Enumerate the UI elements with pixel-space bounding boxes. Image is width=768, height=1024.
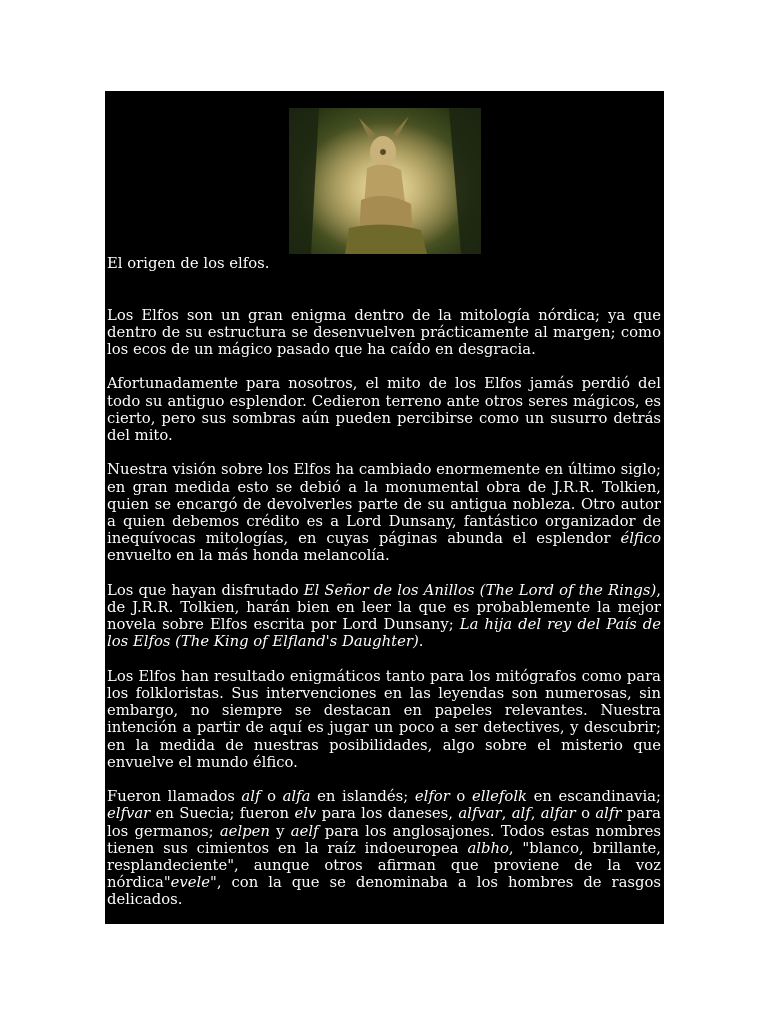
italic-term: La hija del rey del País de los Elfos (The King of Elfland's Daughter) xyxy=(107,616,661,651)
italic-term: alf xyxy=(241,788,261,806)
text-run: . xyxy=(418,633,424,651)
text-run: ", con la que se denominaba a los hombres de rasgos delicados. xyxy=(107,874,661,909)
article-title: El origen de los elfos. xyxy=(107,255,270,272)
text-run: para los anglosajones. Todos estas nombres tienen sus cimientos en la raíz indoeuropea xyxy=(107,822,661,857)
text-run: Afortunadamente para nosotros, el mito de los Elfos jamás perdió del todo su antiguo esplendor. Cedieron terreno ante otros seres mágicos, es cierto, pero sus sombras aún pueden percibirse como un susurro detrás del mito. xyxy=(107,375,661,444)
italic-term: aelpen xyxy=(219,822,270,840)
text-run: , de J.R.R. Tolkien, harán bien en leer la que es probablemente la mejor novela sobre Elfos escrita por Lord Dunsany; xyxy=(107,581,661,634)
document-page xyxy=(105,91,664,924)
text-run: o xyxy=(449,788,472,806)
article-text xyxy=(107,255,661,926)
elf-illustration xyxy=(289,108,481,254)
italic-term: alf xyxy=(511,805,531,823)
text-run: , xyxy=(530,805,541,823)
italic-term: ellefolk xyxy=(471,788,528,806)
paragraph xyxy=(107,582,661,651)
italic-term: elv xyxy=(294,805,317,823)
text-run: o xyxy=(260,788,283,806)
text-run: y xyxy=(269,822,291,840)
text-run: Fueron llamados xyxy=(107,788,242,806)
text-run: para los daneses, xyxy=(316,805,459,823)
paragraph xyxy=(107,788,661,908)
text-run: en Suecia; fueron xyxy=(150,805,295,823)
italic-term: alfr xyxy=(595,805,622,823)
text-run: para los germanos; xyxy=(107,805,661,840)
text-run: , "blanco, brillante, resplandeciente", aunque otros afirman que proviene de la voz nórdica" xyxy=(107,839,662,892)
italic-term: élfico xyxy=(620,530,661,548)
text-run: en islandés; xyxy=(310,788,415,806)
text-run: Los Elfos han resultado enigmáticos tanto para los mitógrafos como para los folkloristas. Sus intervenciones en las leyendas son numerosas, sin embargo, no siempre se destacan en papeles relevantes. Nuestra intención a partir de aquí es jugar un poco a ser detectives, y descubrir; en la medida de nuestras posibilidades, algo sobre el misterio que envuelve el mundo élfico. xyxy=(107,667,661,771)
italic-term: evele xyxy=(170,874,211,892)
text-run: Los Elfos son un gran enigma dentro de la mitología nórdica; ya que dentro de su estructura se desenvuelven prácticamente al margen; como los ecos de un mágico pasado que ha caído en desgracia. xyxy=(107,306,661,358)
italic-term: elfvar xyxy=(107,805,151,823)
text-run: , xyxy=(501,805,512,823)
italic-term: alfar xyxy=(540,805,576,823)
paragraph xyxy=(107,307,661,359)
paragraph xyxy=(107,461,661,564)
elf-figure-image xyxy=(289,108,481,254)
text-run: Nuestra visión sobre los Elfos ha cambiado enormemente en último siglo; en gran medida esto se debió a la monumental obra de J.R.R. Tolkien, quien se encargó de devolverles parte de su antigua nobleza. Otro autor a quien debemos crédito es a Lord Dunsany, fantástico organizador de inequívocas mitologías, en cuyas páginas abunda el esplendor xyxy=(107,461,661,548)
italic-term: albho xyxy=(467,839,509,857)
paragraph xyxy=(107,375,661,444)
italic-term: El Señor de los Anillos (The Lord of the Rings) xyxy=(303,581,657,599)
italic-term: alfa xyxy=(282,788,311,806)
text-run: envuelto en la más honda melancolía. xyxy=(107,547,390,565)
italic-term: alfvar xyxy=(458,805,502,823)
text-run: en escandinavia; xyxy=(527,788,661,806)
paragraph xyxy=(107,668,661,771)
text-run: o xyxy=(575,805,596,823)
italic-term: elfor xyxy=(414,788,450,806)
italic-term: aelf xyxy=(290,822,319,840)
text-run: Los que hayan disfrutado xyxy=(107,581,304,599)
